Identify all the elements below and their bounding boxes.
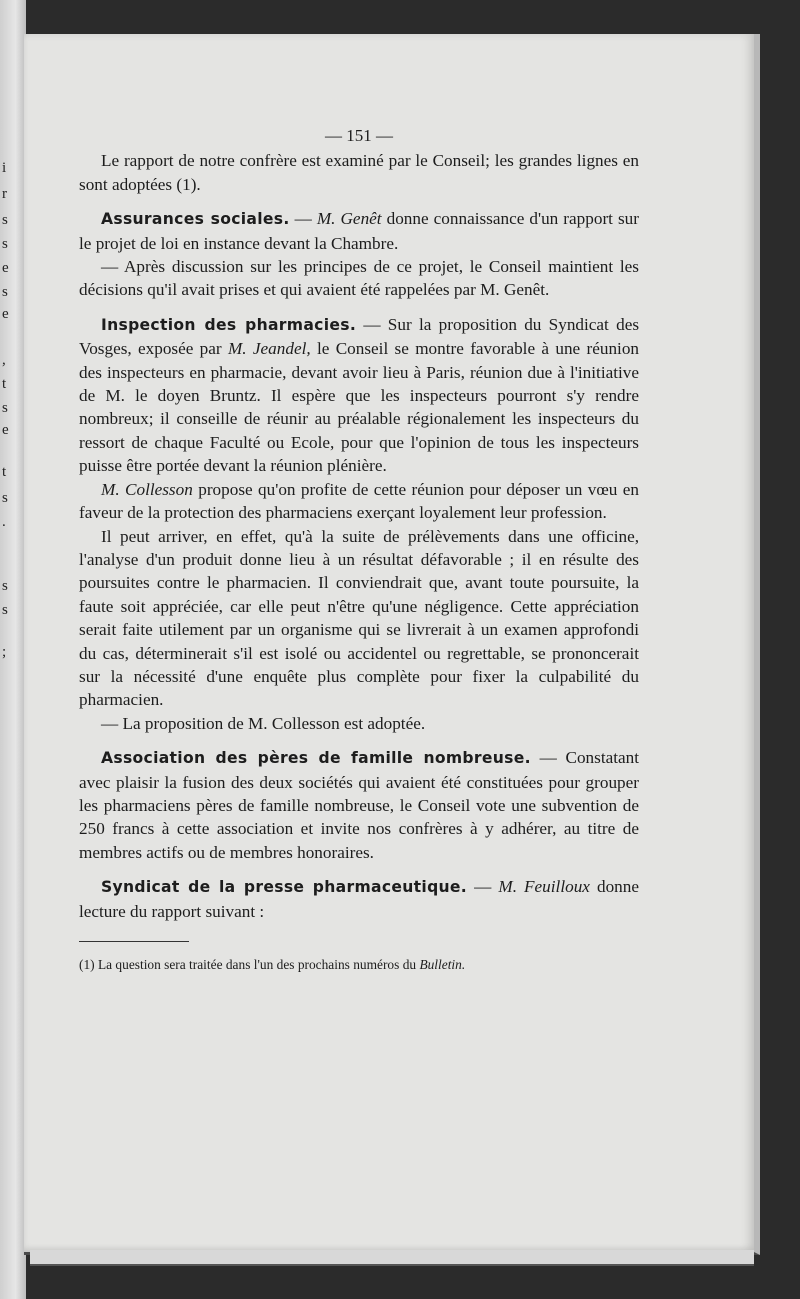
margin-mark: e	[2, 422, 9, 438]
margin-mark: ,	[2, 352, 6, 368]
person-name: M. Feuilloux	[498, 877, 590, 897]
footnote-rule	[79, 941, 189, 942]
paragraph-text: donne connaissance d'un rapport sur le projet de loi en instance devant la Chambre.	[79, 209, 639, 253]
margin-mark: r	[2, 186, 7, 202]
person-name: M. Genêt	[316, 209, 382, 229]
margin-mark: s	[2, 236, 8, 252]
paragraph-assurances	[79, 207, 639, 255]
paragraph-text: — Sur la proposition du Syndicat des Vosges, exposée par	[79, 314, 640, 359]
margin-mark: s	[2, 490, 8, 506]
margin-mark: s	[2, 400, 8, 416]
margin-mark: s	[2, 602, 8, 618]
margin-mark: s	[2, 284, 8, 300]
margin-mark: s	[2, 578, 8, 594]
margin-mark: t	[2, 376, 7, 392]
paragraph-text: le Conseil se montre favorable à une réunion des inspecteurs en pharmacie, devant avoir lieu à Paris, réunion due à l'initiative de M. le doyen Bruntz. Il espère que les inspecteurs pourront s'y rendre nombreux; il conseille de réunir au préalable régionalement les inspecteurs du ressort de chaque Faculté ou Ecole, pour que l'opinion de tous les inspecteurs puisse être portée devant la réunion plénière.	[79, 339, 640, 476]
paragraph-text: donne lecture du rapport suivant :	[79, 877, 639, 921]
dash: —	[289, 209, 317, 229]
adjacent-page-edge	[0, 0, 26, 1299]
paragraph-adoption: — La proposition de M. Collesson est adoptée.	[101, 713, 426, 733]
margin-mark: e	[2, 260, 9, 276]
paragraph-association	[79, 746, 639, 864]
paragraph-prelevements: Il peut arriver, en effet, qu'à la suite de prélèvements dans une officine, l'analyse d'un produit donne lieu à un résultat défavorable ; il en résulte des poursuites contre le pharmacien. Il conviendrait que, avant toute poursuite, la faute soit appréciée, car elle peut n'être qu'une négligence. Cette appréciation serait faite utilement par un organisme qui se livrerait à un examen approfondi du cas, déterminerait s'il est isolé ou accidentel ou regrettable, se prononcerait sur la nécessité d'une enquête plus complète pour fixer la culpabilité du pharmacien.	[79, 526, 639, 710]
paragraph-discussion: — Après discussion sur les principes de ce projet, le Conseil maintient les décisions qu'il avait prises et qui avaient été rappelées par M. Genêt.	[79, 257, 639, 300]
margin-mark: .	[2, 514, 6, 530]
margin-mark: e	[2, 306, 9, 322]
section-heading-assurances: Assurances sociales.	[101, 210, 290, 229]
paragraph-syndicat	[79, 875, 639, 923]
margin-mark: i	[2, 160, 7, 176]
footnote	[79, 956, 639, 974]
paragraph-inspection	[79, 313, 639, 478]
footnote-text: (1) La question sera traitée dans l'un des prochains numéros du	[79, 957, 420, 972]
margin-mark: t	[2, 464, 7, 480]
paragraph-text: propose qu'on profite de cette réunion pour déposer un vœu en faveur de la protection des pharmaciens exerçant loyalement leur profession.	[79, 479, 640, 523]
paragraph-text: — Constatant avec plaisir la fusion des deux sociétés qui avaient été constituées pour grouper les pharmaciens pères de famille nombreuse, le Conseil vote une subvention de 250 francs à cette association et invite nos confrères à y adhérer, au titre de membres actifs ou de membres honoraires.	[79, 748, 639, 862]
section-heading-association: Association des pères de famille nombreuse.	[101, 749, 531, 768]
document-page	[24, 34, 760, 1255]
paragraph-rapport: Le rapport de notre confrère est examiné par le Conseil; les grandes lignes en sont adoptées (1).	[79, 151, 639, 194]
section-heading-inspection: Inspection des pharmacies.	[101, 315, 357, 334]
paragraph-collesson	[79, 478, 639, 525]
page-stack-edge	[30, 1250, 754, 1266]
person-name: M. Collesson	[101, 479, 193, 499]
page-content	[79, 124, 639, 974]
dash: —	[467, 877, 499, 897]
margin-mark: ;	[2, 644, 7, 660]
page-number: — 151 —	[325, 126, 393, 145]
margin-mark: s	[2, 212, 8, 228]
section-heading-syndicat: Syndicat de la presse pharmaceutique.	[101, 878, 468, 897]
person-name: M. Jeandel,	[227, 339, 311, 359]
footnote-italic: Bulletin.	[419, 957, 466, 972]
